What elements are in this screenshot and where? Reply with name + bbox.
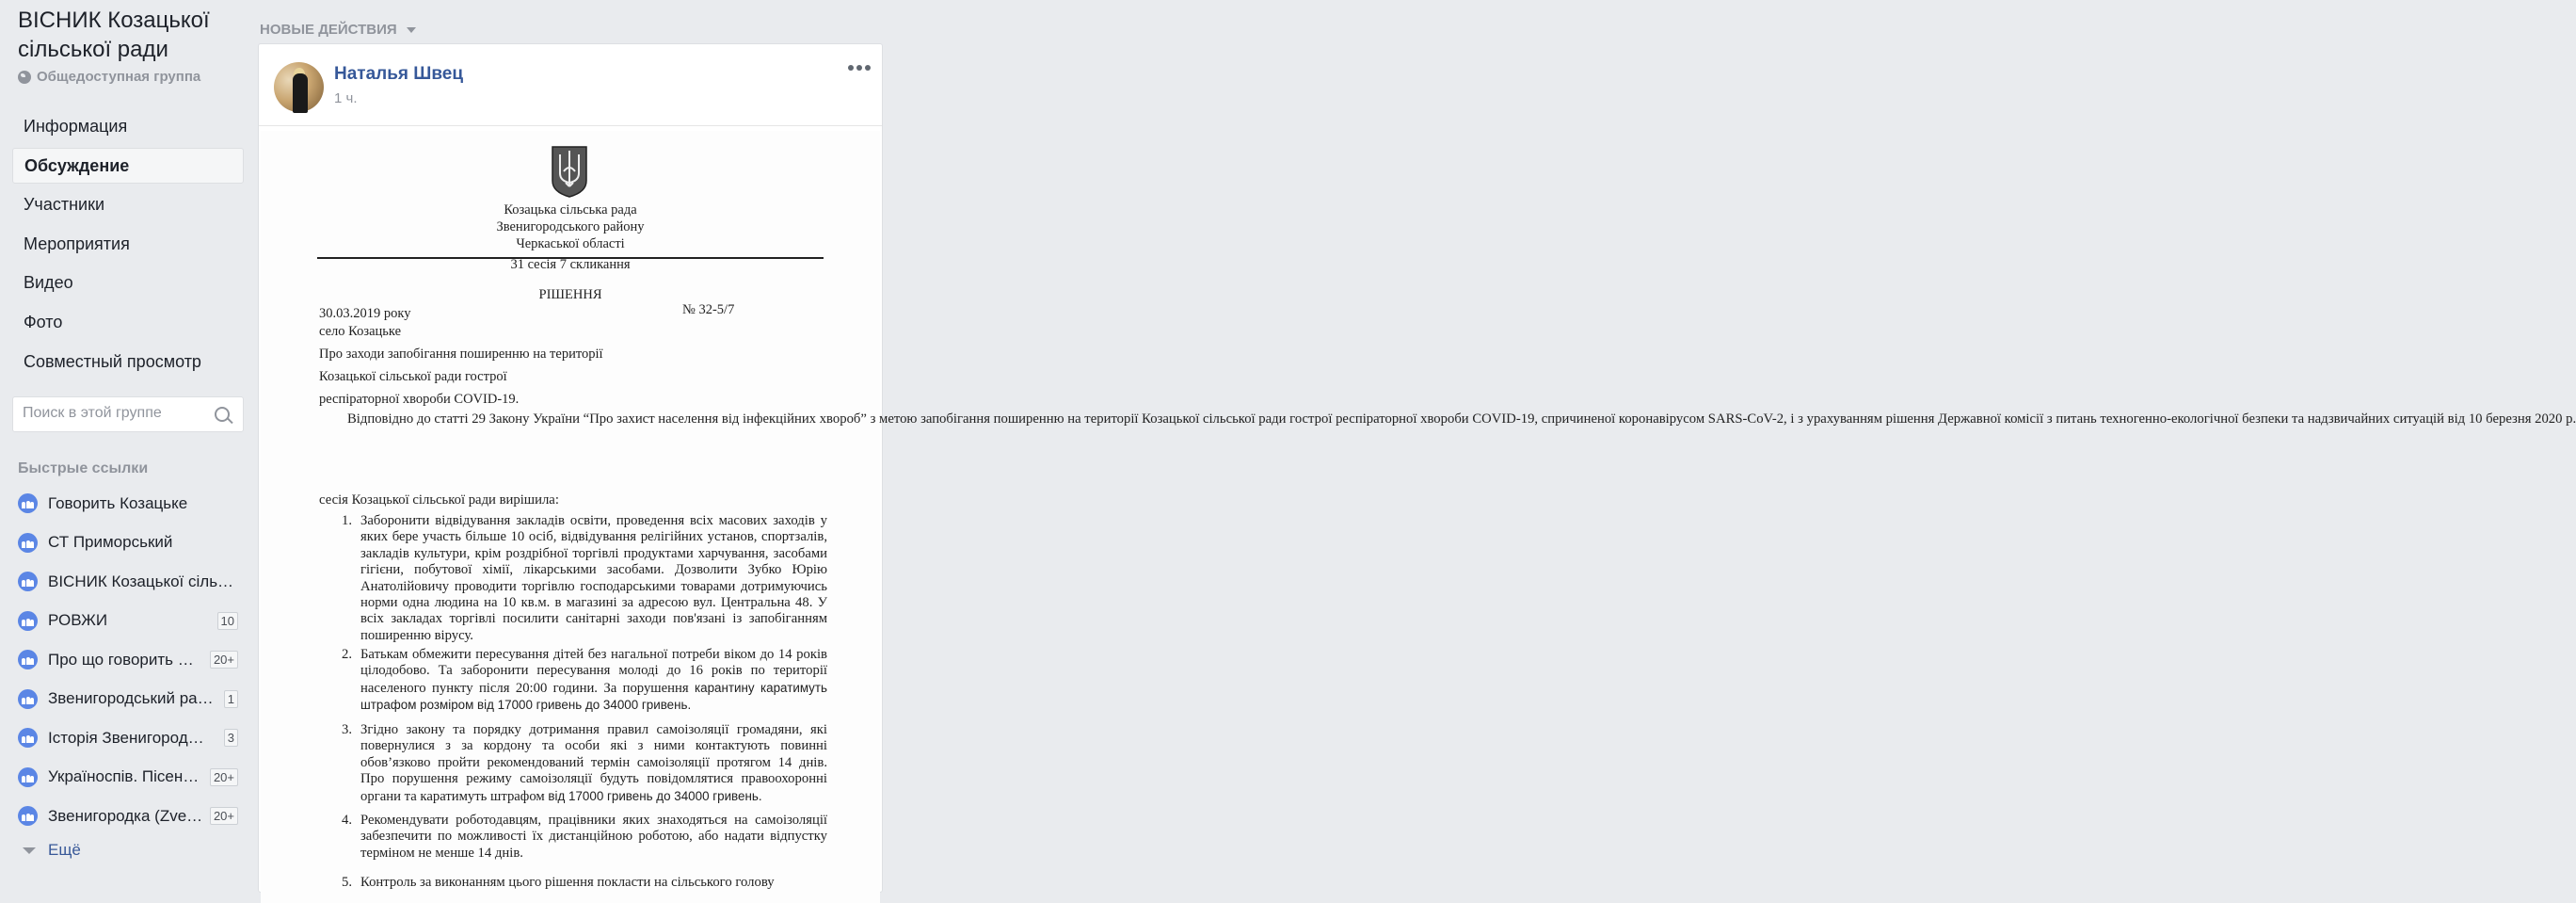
doc-org-line2: Звенигородського району [496, 219, 645, 234]
doc-org-line1: Козацька сільська рада [504, 202, 637, 218]
doc-preamble: Відповідно до статті 29 Закону України “Про захист населення від інфекційних хвороб” з метою запобігання поширенню на території Козацької сільської ради гострої респіраторної хвороби COVID-19, спричиненої коронавірусом SARS-CoV-2, і з урахуванням рішення Державної комісії з питань техногенно-екологічної безпеки та надзвичайних ситуацій від 10 березня 2020 р. [347, 411, 2576, 427]
doc-session: 31 сесія 7 скликання [510, 257, 631, 272]
nav-item-videos[interactable]: Видео [24, 273, 73, 293]
doc-list-item: 2. Батькам обмежити пересування дітей без нагальної потреби віком до 14 років цілодобово. Та заборонити пересування молоді до 16 років по території населеного пункту після 20:00 години. За порушення карантину каратимуть штрафом розміром від 17000 гривень до 34000 гривень. [342, 647, 827, 713]
privacy-label: Общедоступная группа [37, 69, 201, 85]
ukraine-coat-of-arms-icon [551, 145, 588, 198]
doc-list-item: 3. Згідно закону та порядку дотримання правил самоізоляції громадяни, які повернулися з за кордону та особи які з ними контактують повинні обов’язково пройти рекомендований термін самоізоляції протягом 14 днів. Про порушення режиму самоізоляції будуть повідомлятися правоохоронні органи та каратимуть штрафом від 17000 гривень до 34000 гривень. [342, 722, 827, 804]
quick-link[interactable] [18, 524, 244, 563]
group-icon [18, 767, 38, 787]
quick-links-title: Быстрые ссылки [18, 460, 149, 476]
quick-link[interactable] [18, 718, 244, 758]
notification-badge: 20+ [210, 807, 238, 825]
author-avatar[interactable] [274, 62, 324, 112]
post-author[interactable]: Наталья Швец [334, 64, 464, 84]
group-nav [12, 108, 244, 382]
notification-badge: 10 [217, 612, 238, 630]
post-timestamp[interactable]: 1 ч. [334, 90, 358, 106]
group-privacy [18, 69, 200, 85]
group-icon [18, 533, 38, 553]
doc-date: 30.03.2019 року [319, 306, 411, 321]
quick-link[interactable] [18, 758, 244, 798]
doc-list-item: 5. Контроль за виконанням цього рішення покласти на сільського голову [342, 875, 775, 890]
quick-link-label: Про що говорить … [48, 650, 194, 669]
quick-link[interactable] [18, 640, 244, 680]
post-document-image[interactable] [261, 131, 2576, 903]
doc-subject-3: респіраторної хвороби COVID-19. [319, 392, 520, 407]
doc-list-item: 4. Рекомендувати роботодавцям, працівники яких знаходяться на самоізоляції забезпечити по можливості їх дистанційною роботою, або надати відпустку терміном не менше 14 днів. [342, 813, 827, 861]
group-icon [18, 572, 38, 591]
doc-subject-1: Про заходи запобігання поширенню на території [319, 347, 603, 362]
globe-icon [18, 71, 31, 84]
quick-link-label: Історія Звенигород… [48, 728, 204, 747]
quick-link[interactable] [18, 602, 244, 641]
nav-item-photos[interactable]: Фото [24, 312, 63, 331]
nav-item-members[interactable]: Участники [24, 195, 104, 215]
group-search-box[interactable] [12, 396, 244, 432]
quick-link[interactable] [18, 680, 244, 719]
quick-link-label: СТ Приморський [48, 533, 173, 552]
doc-org-line3: Черкаської області [516, 236, 625, 251]
quick-link[interactable] [18, 797, 244, 836]
doc-preamble-end: сесія Козацької сільської ради вирішила: [319, 492, 559, 508]
see-more-link[interactable] [23, 841, 81, 860]
doc-number: № 32-5/7 [682, 302, 735, 317]
quick-link-label: Україноспів. Пісен… [48, 767, 200, 786]
nav-item-info[interactable]: Информация [24, 117, 128, 136]
quick-link-label: Говорить Козацьке [48, 493, 188, 512]
post-divider [259, 125, 882, 126]
quick-link[interactable] [18, 484, 244, 524]
notification-badge: 3 [224, 729, 238, 747]
quick-link[interactable] [18, 562, 244, 602]
nav-item-watch-party[interactable]: Совместный просмотр [24, 351, 201, 371]
caret-down-icon [407, 27, 416, 33]
search-icon[interactable] [215, 407, 230, 422]
group-search-input[interactable] [23, 405, 201, 422]
post-options-icon[interactable] [848, 65, 871, 71]
feed-sort-dropdown[interactable] [260, 22, 416, 38]
doc-title: РІШЕННЯ [538, 287, 602, 302]
group-icon [18, 728, 38, 748]
notification-badge: 20+ [210, 651, 238, 669]
doc-place: село Козацьке [319, 324, 402, 339]
group-icon [18, 611, 38, 631]
notification-badge: 1 [224, 690, 238, 708]
see-more-label: Ещё [48, 841, 81, 859]
feed-sort-label: НОВЫЕ ДЕЙСТВИЯ [260, 22, 397, 38]
post-card [258, 43, 2576, 893]
nav-item-events[interactable]: Мероприятия [24, 234, 130, 253]
quick-link-label: Звенигородський ра… [48, 689, 214, 708]
group-sidebar [0, 0, 254, 882]
group-icon [18, 493, 38, 513]
group-icon [18, 806, 38, 826]
doc-subject-2: Козацької сільської ради гострої [319, 369, 507, 384]
quick-link-label: ВІСНИК Козацької сіль… [48, 572, 234, 590]
notification-badge: 20+ [210, 768, 238, 786]
quick-link-label: РОВЖИ [48, 611, 108, 630]
group-title[interactable]: ВІСНИК Козацької сільської ради [18, 8, 210, 62]
nav-item-discussion[interactable]: Обсуждение [12, 148, 244, 184]
doc-list-item: 1. Заборонити відвідування закладів освіти, проведення всіх масових заходів у яких бере участь більше 10 осіб, відвідування релігійних установ, спортзалів, закладів культури, крім роздрібної торгівлі продуктами харчування, засобами гігієни, побутової хімії, лікарськими засобами. Дозволити Зубко Юрію Анатолійовичу проводити торгівлю господарськими товарами дотримуючись норми одна людина на 10 кв.м. в магазині за адресою вул. Центральна 48. У всіх закладах торгівлі посилити санітарні заходи пов'язані із запобіганням поширенню вірусу. [342, 513, 827, 643]
quick-links-list [18, 484, 244, 836]
caret-down-icon [23, 847, 36, 854]
group-icon [18, 689, 38, 709]
group-icon [18, 650, 38, 669]
quick-link-label: Звенигородка (Zve… [48, 806, 203, 825]
